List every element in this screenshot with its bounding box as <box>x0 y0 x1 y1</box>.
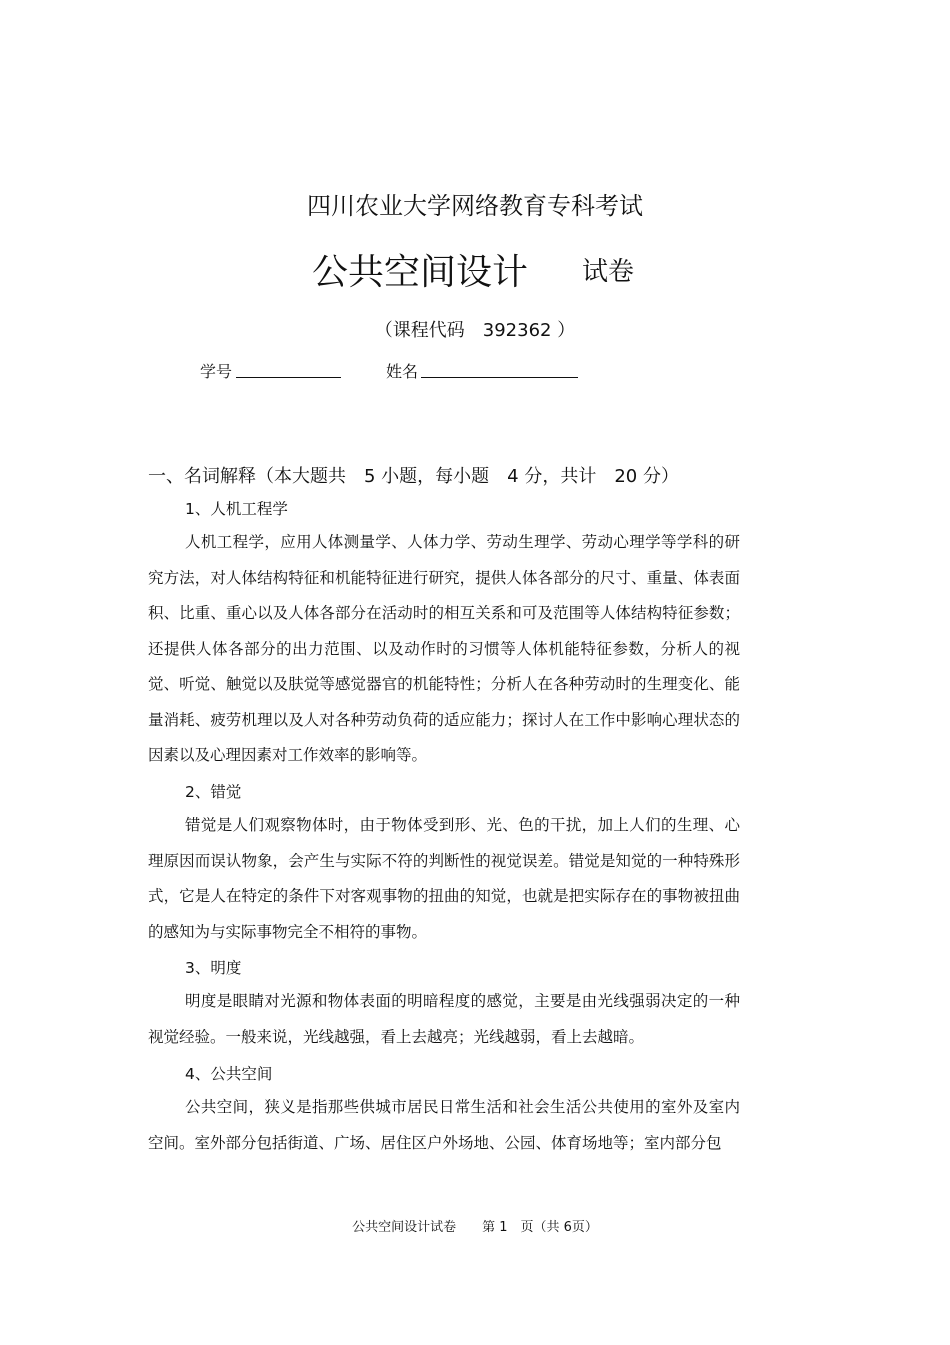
course-code: （课程代码 392362 ） <box>374 320 576 341</box>
exam-paper-label: 试卷 <box>582 257 635 287</box>
term-title-illusion: 2、错觉 <box>185 783 242 801</box>
term-body-public-space: 公共空间，狭义是指那些供城市居民日常生活和社会生活公共使用的室外及室内空间。室外部分包括街道、广场、居住区户外场地、公园、体育场地等；室内部分包 <box>148 1098 740 1152</box>
term-body-brightness: 明度是眼睛对光源和物体表面的明暗程度的感觉，主要是由光线强弱决定的一种视觉经验。一般来说，光线越强，看上去越亮；光线越弱，看上去越暗。 <box>148 992 740 1046</box>
page-footer: 公共空间设计试卷 第 1 页（共 6页） <box>352 1220 598 1235</box>
term-title-ergonomics: 1、人机工程学 <box>185 500 288 518</box>
student-id-label: 学号 <box>200 362 233 381</box>
name-blank[interactable] <box>421 377 578 378</box>
name-label: 姓名 <box>386 362 419 381</box>
term-body-illusion: 错觉是人们观察物体时，由于物体受到形、光、色的干扰，加上人们的生理、心理原因而误认物象，会产生与实际不符的判断性的视觉误差。错觉是知觉的一种特殊形式，它是人在特定的条件下对客观事物的扭曲的知觉，也就是把实际存在的事物被扭曲的感知为与实际事物完全不相符的事物。 <box>148 816 740 941</box>
term-title-public-space: 4、公共空间 <box>185 1065 273 1083</box>
term-body-ergonomics: 人机工程学，应用人体测量学、人体力学、劳动生理学、劳动心理学等学科的研究方法，对人体结构特征和机能特征进行研究，提供人体各部分的尺寸、重量、体表面积、比重、重心以及人体各部分在活动时的相互关系和可及范围等人体结构特征参数；还提供人体各部分的出力范围、以及动作时的习惯等人体机能特征参数，分析人的视觉、听觉、触觉以及肤觉等感觉器官的机能特性；分析人在各种劳动时的生理变化、能量消耗、疲劳机理以及人对各种劳动负荷的适应能力；探讨人在工作中影响心理状态的因素以及心理因素对工作效率的影响等。 <box>148 533 740 764</box>
university-exam-title: 四川农业大学网络教育专科考试 <box>307 192 643 220</box>
student-id-blank[interactable] <box>236 377 341 378</box>
section-heading: 一、名词解释（本大题共 5 小题，每小题 4 分，共计 20 分） <box>148 466 679 487</box>
term-title-brightness: 3、明度 <box>185 959 242 977</box>
course-title: 公共空间设计 <box>312 252 529 293</box>
